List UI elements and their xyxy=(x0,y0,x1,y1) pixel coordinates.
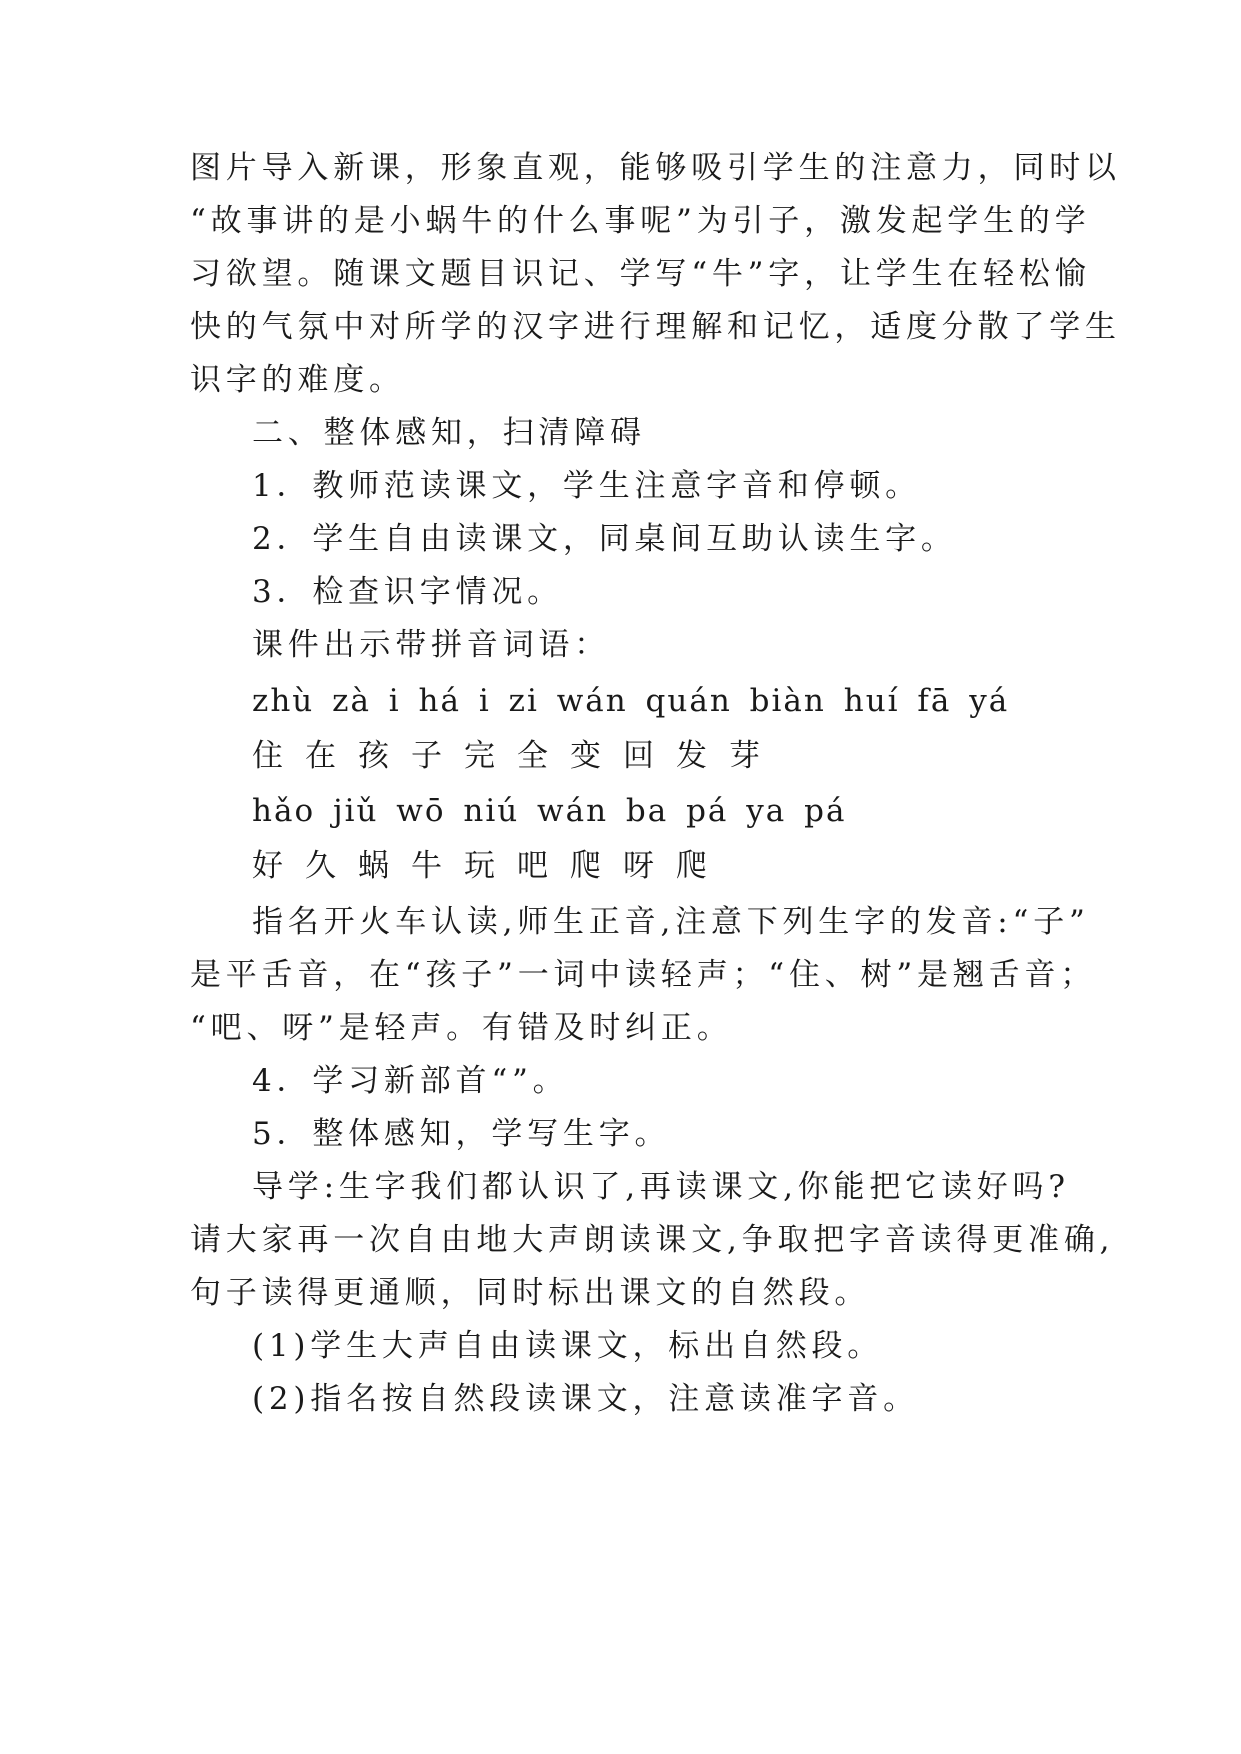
section-heading: 二、整体感知，扫清障碍 xyxy=(252,415,646,451)
paragraph-line: 图片导入新课，形象直观，能够吸引学生的注意力，同时以 xyxy=(190,150,1121,186)
paragraph-line: 快的气氛中对所学的汉字进行理解和记忆，适度分散了学生 xyxy=(190,309,1121,345)
step-item: 1．教师范读课文，学生注意字音和停顿。 xyxy=(252,468,921,504)
paragraph-line: “吧、呀”是轻声。有错及时纠正。 xyxy=(190,1010,733,1046)
step-item: 2．学生自由读课文，同桌间互助认读生字。 xyxy=(252,521,957,557)
hanzi-row: 住在孩子完全变回发芽 xyxy=(252,738,782,774)
hanzi-row: 好久蜗牛玩吧爬呀爬 xyxy=(252,848,729,884)
paragraph-line: 是平舌音，在“孩子”一词中读轻声；“住、树”是翘舌音； xyxy=(190,957,1096,993)
paragraph-line: 识字的难度。 xyxy=(190,362,405,398)
paragraph-line: 请大家再一次自由地大声朗读课文,争取把字音读得更准确, xyxy=(190,1222,1115,1258)
paragraph-line: 习欲望。随课文题目识记、学写“牛”字，让学生在轻松愉 xyxy=(190,256,1091,292)
paragraph-line: 导学:生字我们都认识了,再读课文,你能把它读好吗? xyxy=(252,1169,1070,1205)
sub-step-item: (1)学生大声自由读课文，标出自然段。 xyxy=(252,1328,884,1364)
step-item: 5．整体感知，学写生字。 xyxy=(252,1116,671,1152)
courseware-label: 课件出示带拼音词语： xyxy=(252,627,610,663)
step-item: 4．学习新部首“”。 xyxy=(252,1063,569,1099)
pinyin-row: zhù zà i há i zi wán quán biàn huí fā yá xyxy=(252,683,1010,719)
paragraph-line: 指名开火车认读,师生正音,注意下列生字的发音:“子” xyxy=(252,904,1090,940)
step-item: 3．检查识字情况。 xyxy=(252,574,563,610)
paragraph-line: 句子读得更通顺，同时标出课文的自然段。 xyxy=(190,1275,871,1311)
sub-step-item: (2)指名按自然段读课文，注意读准字音。 xyxy=(252,1381,919,1417)
paragraph-line: “故事讲的是小蜗牛的什么事呢”为引子，激发起学生的学 xyxy=(190,203,1091,239)
pinyin-row: hǎo jiǔ wō niú wán ba pá ya pá xyxy=(252,793,847,829)
